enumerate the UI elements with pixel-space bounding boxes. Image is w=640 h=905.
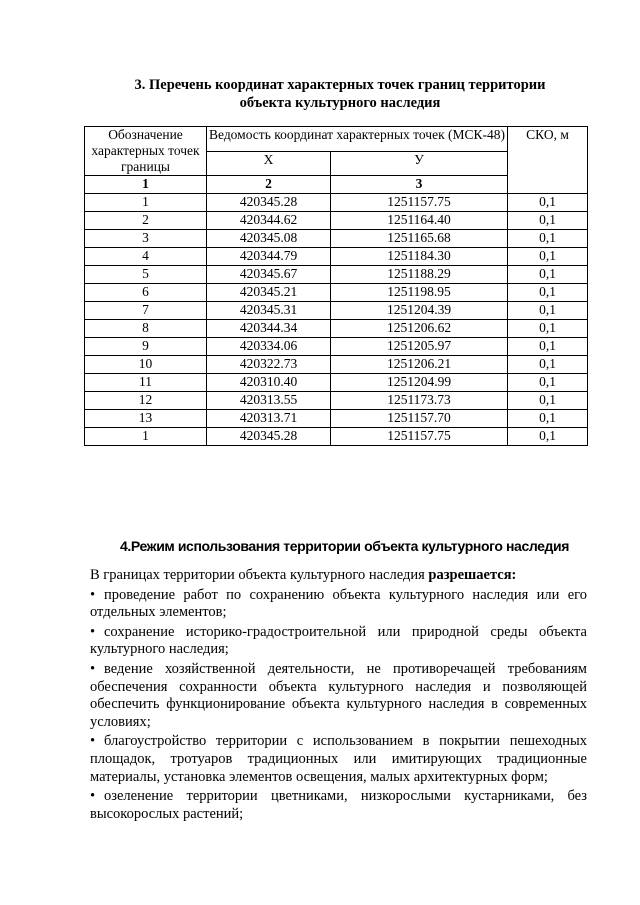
cell-sko: 0,1 [508, 392, 588, 410]
cell-y: 1251157.75 [331, 428, 508, 446]
cell-x: 420345.67 [207, 266, 331, 284]
cell-point: 2 [85, 212, 207, 230]
cell-point: 1 [85, 428, 207, 446]
table-row [85, 302, 588, 320]
cell-point: 8 [85, 320, 207, 338]
cell-x: 420345.21 [207, 284, 331, 302]
cell-sko: 0,1 [508, 428, 588, 446]
section3-title [90, 76, 590, 112]
cell-point: 1 [85, 194, 207, 212]
table-row [85, 356, 588, 374]
table-row [85, 428, 588, 446]
table-row [85, 392, 588, 410]
cell-y: 1251173.73 [331, 392, 508, 410]
cell-sko: 0,1 [508, 410, 588, 428]
coordinates-table [84, 126, 588, 446]
cell-y: 1251198.95 [331, 284, 508, 302]
cell-sko: 0,1 [508, 338, 588, 356]
header-designation: Обозначение характерных точек границы [85, 127, 207, 176]
table-row [85, 212, 588, 230]
cell-sko: 0,1 [508, 194, 588, 212]
header-sko: СКО, м [508, 127, 588, 194]
cell-y: 1251204.39 [331, 302, 508, 320]
cell-point: 11 [85, 374, 207, 392]
header-coords: Ведомость координат характерных точек (МСК-48) [207, 127, 508, 152]
cell-y: 1251164.40 [331, 212, 508, 230]
list-item [90, 661, 587, 731]
table-header-row [85, 127, 588, 152]
intro-text: В границах территории объекта культурного наследия [90, 567, 429, 583]
bullet-icon: • [90, 586, 96, 603]
cell-sko: 0,1 [508, 320, 588, 338]
table-row [85, 248, 588, 266]
section4-intro [90, 567, 587, 585]
table-row [85, 284, 588, 302]
cell-sko: 0,1 [508, 266, 588, 284]
cell-sko: 0,1 [508, 284, 588, 302]
cell-x: 420345.28 [207, 194, 331, 212]
section3-title-line1: 3. Перечень координат характерных точек границ территории [134, 77, 546, 93]
list-item-text: сохранение историко-градостроительной или природной среды объекта культурного наследия; [90, 623, 587, 658]
bullet-icon: • [90, 733, 96, 750]
cell-sko: 0,1 [508, 374, 588, 392]
table-body [85, 194, 588, 446]
list-item [90, 788, 587, 823]
table-row [85, 194, 588, 212]
section3-title-line2: объекта культурного наследия [239, 95, 441, 111]
cell-y: 1251165.68 [331, 230, 508, 248]
cell-y: 1251157.70 [331, 410, 508, 428]
list-item-text: ведение хозяйственной деятельности, не противоречащей требованиям обеспечения сохранности объекта культурного наследия и позволяющей обеспечить функционирование объекта культурного наследия в современных условиях; [90, 660, 587, 730]
cell-x: 420345.28 [207, 428, 331, 446]
column-number-2: 2 [207, 176, 331, 194]
cell-x: 420344.34 [207, 320, 331, 338]
cell-x: 420322.73 [207, 356, 331, 374]
cell-x: 420345.31 [207, 302, 331, 320]
cell-sko: 0,1 [508, 230, 588, 248]
cell-y: 1251157.75 [331, 194, 508, 212]
cell-x: 420344.79 [207, 248, 331, 266]
cell-point: 12 [85, 392, 207, 410]
cell-x: 420313.55 [207, 392, 331, 410]
table-row [85, 320, 588, 338]
section4-body [90, 567, 587, 825]
cell-x: 420345.08 [207, 230, 331, 248]
cell-x: 420344.62 [207, 212, 331, 230]
cell-sko: 0,1 [508, 212, 588, 230]
bullet-icon: • [90, 788, 96, 805]
cell-sko: 0,1 [508, 302, 588, 320]
bullet-icon: • [90, 660, 96, 677]
cell-point: 6 [85, 284, 207, 302]
bullet-icon: • [90, 623, 96, 640]
list-item-text: проведение работ по сохранению объекта культурного наследия или его отдельных элементов; [90, 586, 587, 621]
cell-point: 9 [85, 338, 207, 356]
cell-y: 1251205.97 [331, 338, 508, 356]
list-item-text: благоустройство территории с использованием в покрытии пешеходных площадок, тротуаров традиционных или имитирующих традиционные материалы, установка элементов освещения, малых архитектурных форм; [90, 733, 587, 785]
column-number-3: 3 [331, 176, 508, 194]
cell-point: 3 [85, 230, 207, 248]
cell-x: 420334.06 [207, 338, 331, 356]
cell-sko: 0,1 [508, 356, 588, 374]
cell-point: 4 [85, 248, 207, 266]
cell-y: 1251206.21 [331, 356, 508, 374]
cell-y: 1251206.62 [331, 320, 508, 338]
intro-bold-text: разрешается: [428, 567, 517, 583]
table-row [85, 230, 588, 248]
list-item-text: озеленение территории цветниками, низкорослыми кустарниками, без высокорослых растений; [90, 788, 587, 822]
list-item [90, 587, 587, 622]
header-y: У [331, 151, 508, 176]
cell-y: 1251204.99 [331, 374, 508, 392]
cell-y: 1251188.29 [331, 266, 508, 284]
list-item [90, 733, 587, 786]
header-x: Х [207, 151, 331, 176]
column-number-1: 1 [85, 176, 207, 194]
table-row [85, 338, 588, 356]
table-row [85, 410, 588, 428]
cell-y: 1251184.30 [331, 248, 508, 266]
cell-x: 420310.40 [207, 374, 331, 392]
cell-x: 420313.71 [207, 410, 331, 428]
cell-point: 13 [85, 410, 207, 428]
section4-title: 4.Режим использования территории объекта культурного наследия [120, 538, 569, 554]
cell-sko: 0,1 [508, 248, 588, 266]
cell-point: 5 [85, 266, 207, 284]
cell-point: 10 [85, 356, 207, 374]
table-row [85, 374, 588, 392]
cell-point: 7 [85, 302, 207, 320]
table-row [85, 266, 588, 284]
allowed-list [90, 587, 587, 824]
list-item [90, 624, 587, 659]
